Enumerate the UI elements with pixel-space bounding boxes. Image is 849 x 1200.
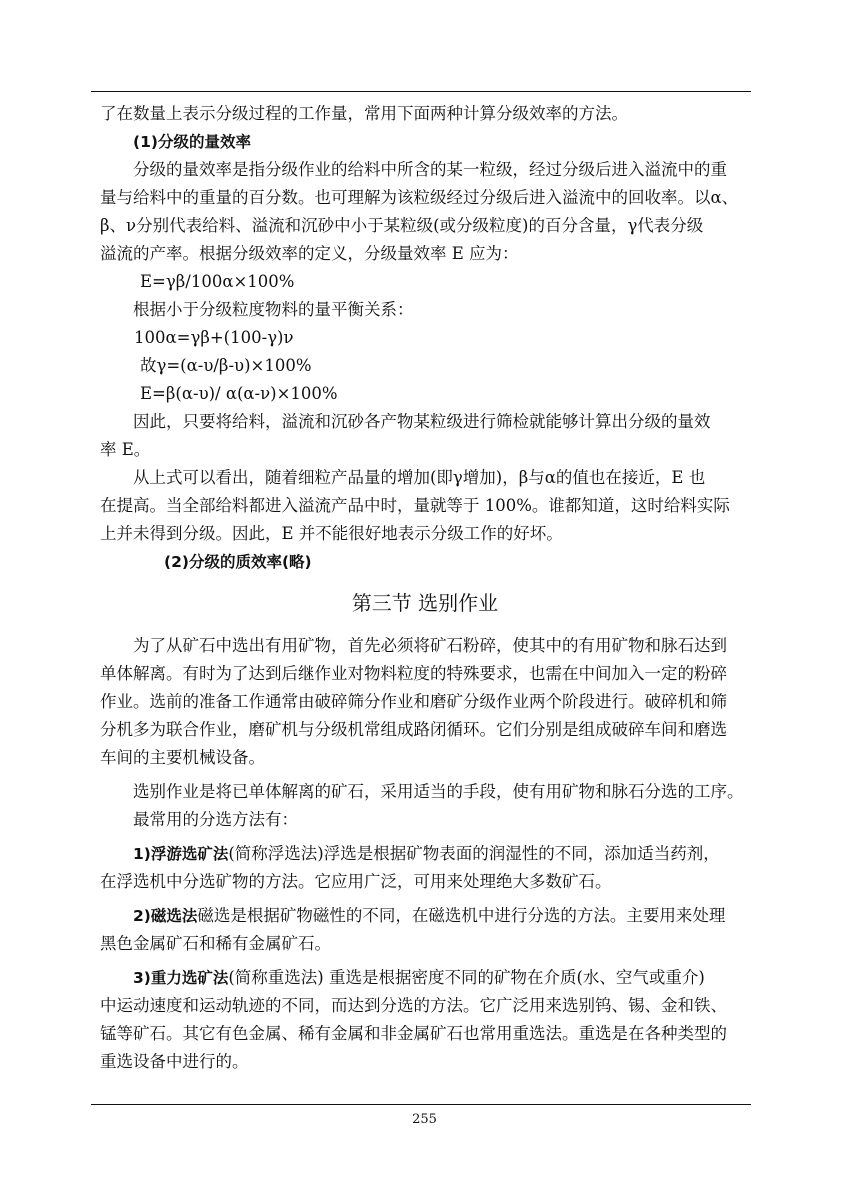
body-line: 率 E。 [100,440,151,459]
body-line: 在浮选机中分选矿物的方法。它应用广泛，可用来处理绝大多数矿石。 [100,872,612,891]
item-text: (简称重选法) 重选是根据密度不同的矿物在介质(水、空气或重介) [228,968,705,987]
body-line: 从上式可以看出，随着细粒产品量的增加(即γ增加)，β与α的值也在接近，E 也 [133,468,706,487]
formula-efficiency: E=γβ/100α×100% [140,272,295,291]
body-line: 上并未得到分级。因此，E 并不能很好地表示分级工作的好坏。 [100,524,563,543]
body-line: 最常用的分选方法有： [133,810,298,829]
formula-yield: 故γ=(α-υ/β-υ)×100% [140,356,312,375]
body-line: 分级的量效率是指分级作业的给料中所含的某一粒级，经过分级后进入溢流中的重 [133,160,727,179]
footer-rule [91,1104,751,1105]
body-line: 中运动速度和运动轨迹的不同，而达到分选的方法。它广泛用来选别钨、锡、金和铁、 [100,996,727,1015]
body-line: 因此，只要将给料，溢流和沉砂各产物某粒级进行筛检就能够计算出分级的量效 [133,412,711,431]
body-line: 作业。选前的准备工作通常由破碎筛分作业和磨矿分级作业两个阶段进行。破碎机和筛 [100,692,727,711]
body-line: 黑色金属矿石和稀有金属矿石。 [100,934,331,953]
body-line: 单体解离。有时为了达到后继作业对物料粒度的特殊要求，也需在中间加入一定的粉碎 [100,664,727,683]
body-line: 锰等矿石。其它有色金属、稀有金属和非金属矿石也常用重选法。重选是在各种类型的 [100,1024,727,1043]
body-line: 车间的主要机械设备。 [100,748,265,767]
subheading-quantity-efficiency: (1)分级的量效率 [133,133,251,151]
item-text: (简称浮选法)浮选是根据矿物表面的润湿性的不同，添加适当药剂， [228,844,720,863]
section-title: 第三节 选别作业 [351,591,499,615]
body-line: 重选设备中进行的。 [100,1052,249,1071]
body-line: 分机多为联合作业，磨矿机与分级机常组成路闭循环。它们分别是组成破碎车间和磨选 [100,720,727,739]
list-item-gravity [100,964,750,992]
body-line: 在提高。当全部给料都进入溢流产品中时，量就等于 100%。谁都知道，这时给料实际 [100,496,730,515]
body-line: 了在数量上表示分级过程的工作量，常用下面两种计算分级效率的方法。 [100,104,628,123]
body-line: 选别作业是将已单体解离的矿石，采用适当的手段，使有用矿物和脉石分选的工序。 [133,782,744,801]
term-flotation: 1)浮游选矿法 [133,845,229,863]
page-body [100,100,750,1076]
body-line: β、ν分别代表给料、溢流和沉砂中小于某粒级(或分级粒度)的百分含量，γ代表分级 [100,216,704,235]
term-gravity: 3)重力选矿法 [133,969,229,987]
formula-efficiency-final: E=β(α-υ)/ α(α-ν)×100% [140,384,338,403]
body-line: 根据小于分级粒度物料的量平衡关系： [133,300,414,319]
list-item-magnetic [100,902,750,930]
formula-balance: 100α=γβ+(100-γ)ν [134,328,294,347]
body-line: 为了从矿石中选出有用矿物，首先必须将矿石粉碎，使其中的有用矿物和脉石达到 [133,636,727,655]
item-text: 磁选是根据矿物磁性的不同，在磁选机中进行分选的方法。主要用来处理 [197,906,726,925]
subheading-quality-efficiency: (2)分级的质效率(略) [164,553,312,571]
body-line: 量与给料中的重量的百分数。也可理解为该粒级经过分级后进入溢流中的回收率。以α、 [100,188,739,207]
list-item-flotation [100,840,750,868]
header-rule [91,91,751,92]
term-magnetic: 2)磁选法 [133,907,198,925]
body-line: 溢流的产率。根据分级效率的定义，分级量效率 E 应为： [100,244,519,263]
page-number: 255 [412,1112,437,1127]
